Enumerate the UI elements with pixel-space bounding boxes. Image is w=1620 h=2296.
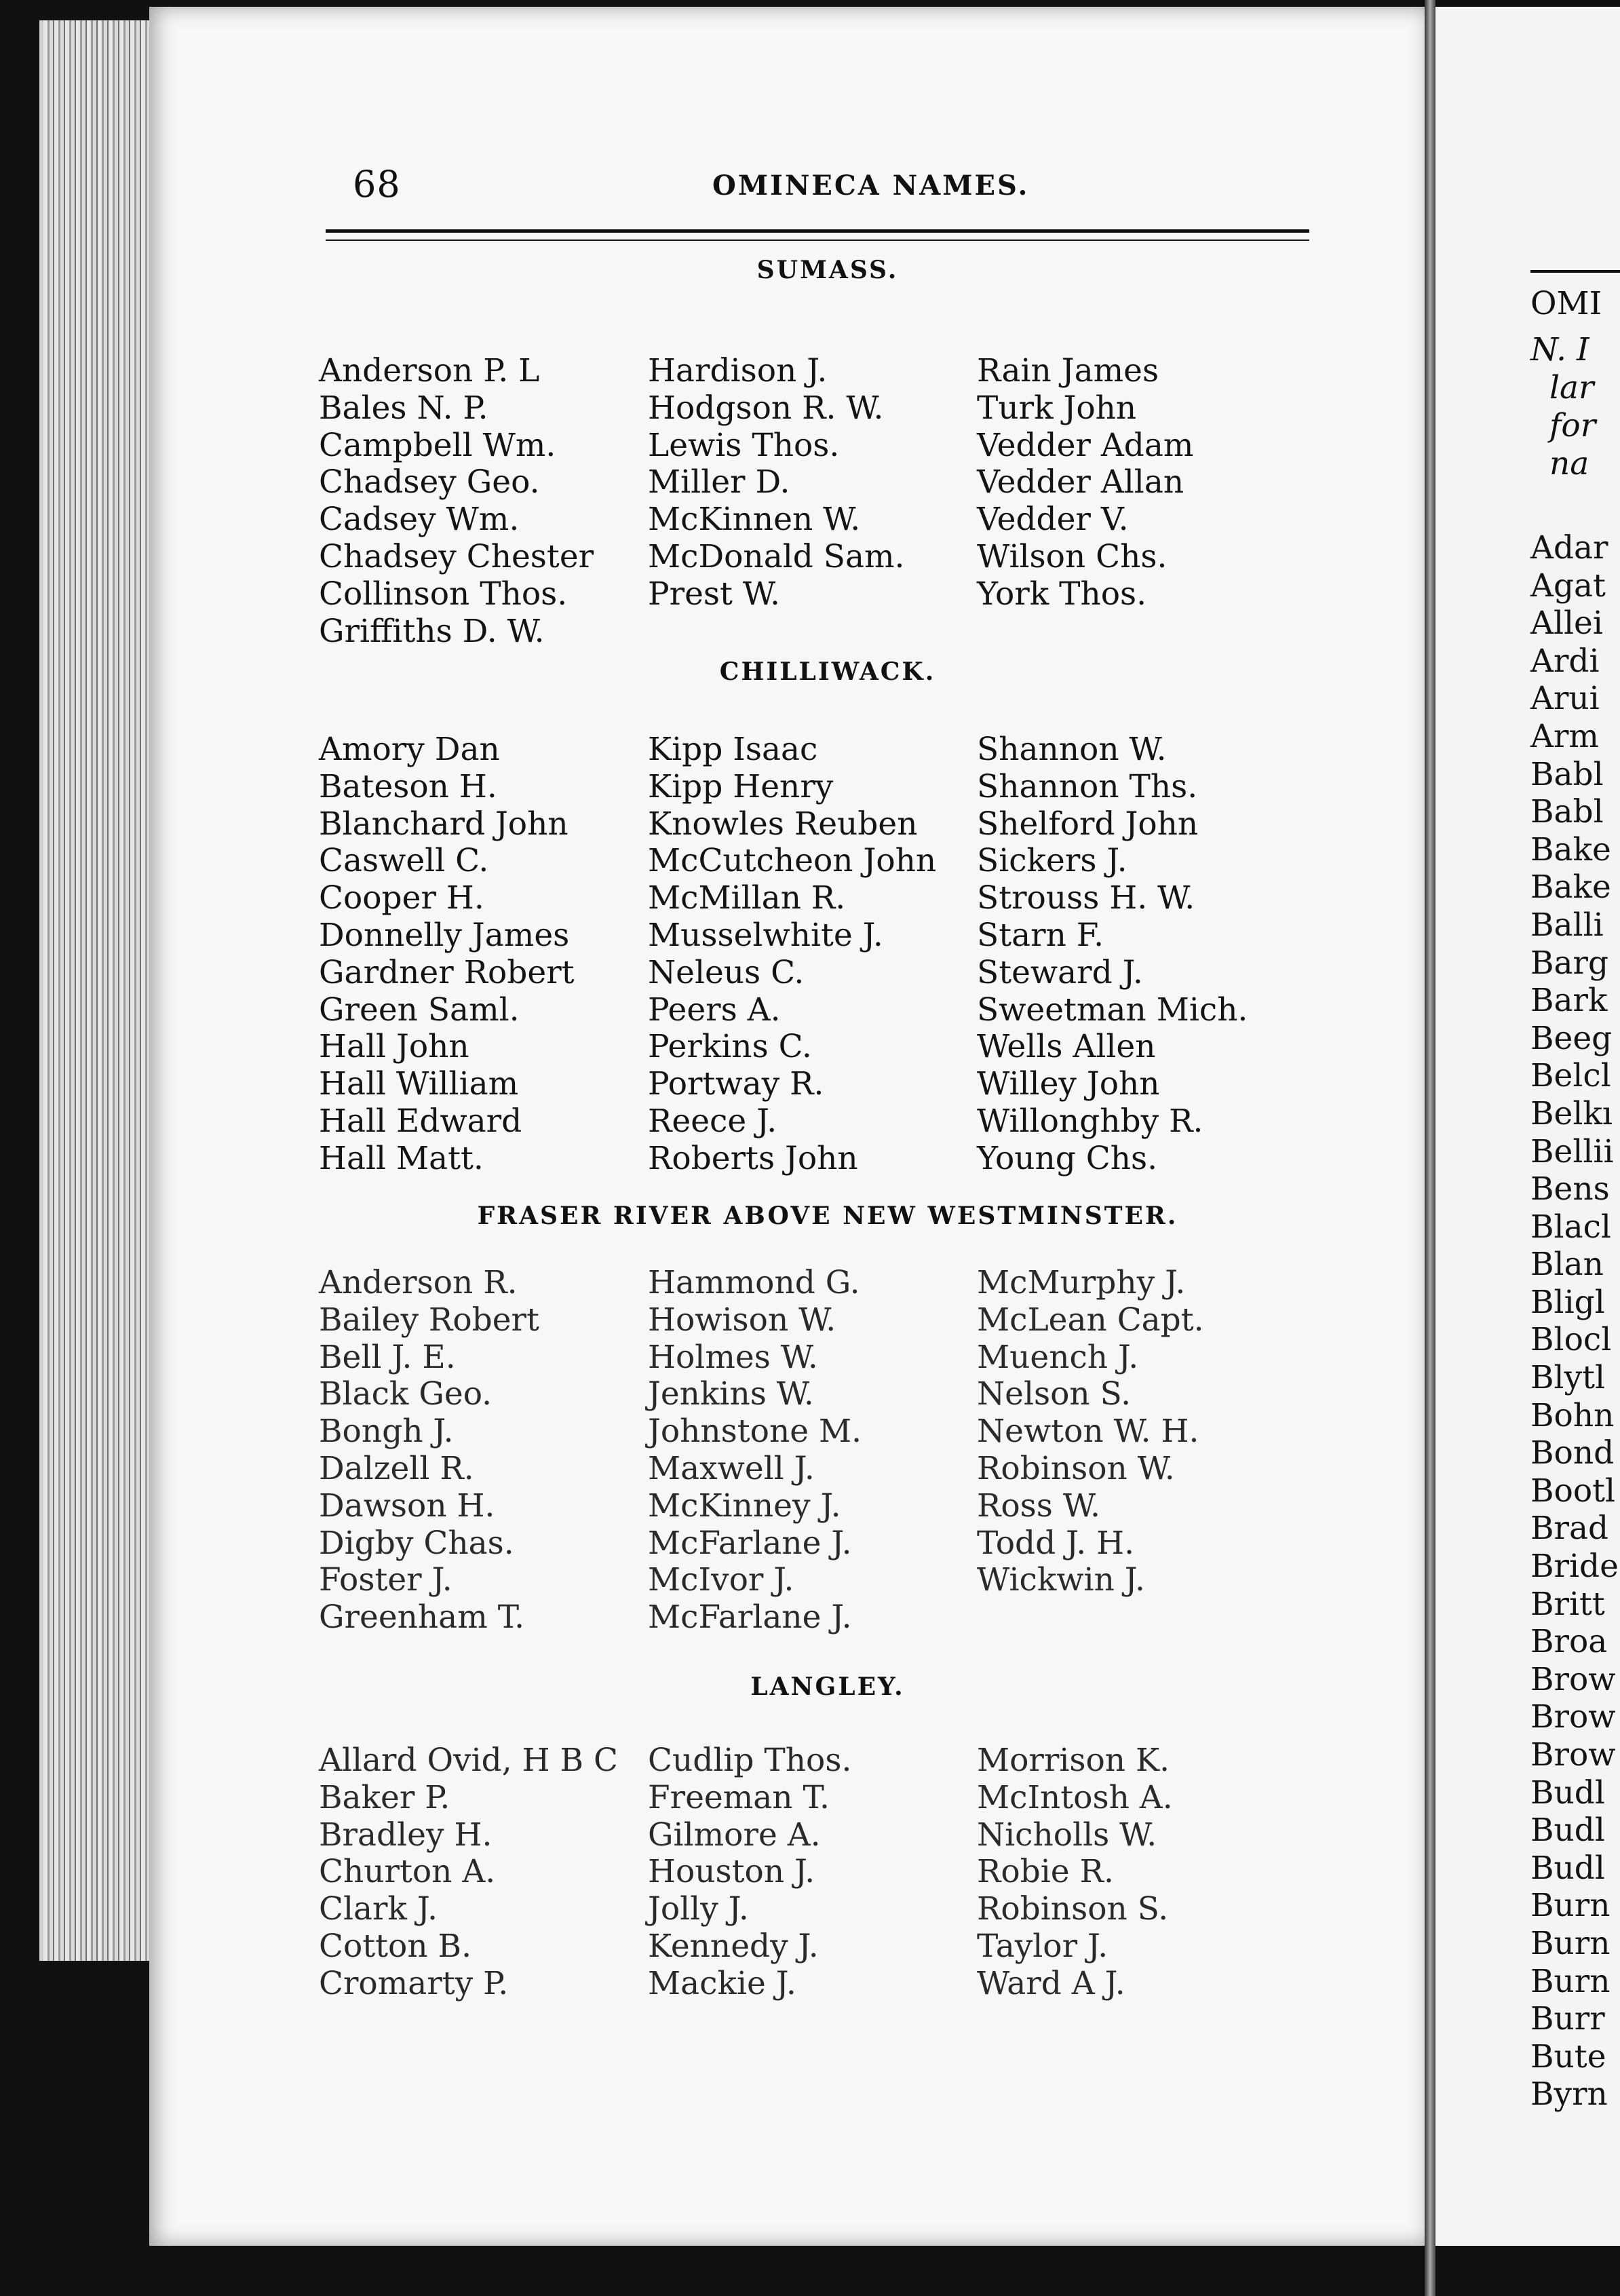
right-page-fragment [1435,7,1620,2246]
name-entry: Cadsey Wm. [319,501,520,539]
right-page-rule [1530,270,1620,273]
section-langley [319,1666,1336,2003]
name-entry: McMurphy J. [977,1264,1186,1301]
name-entry: Knowles Reuben [648,805,918,843]
name-entry: Blanchard John [319,805,568,843]
section-heading: LANGLEY. [750,1672,905,1701]
name-entry: Hall John [319,1028,469,1066]
name-entry: Bradley H. [319,1816,493,1854]
name-entry: Burn [1530,1962,1611,2000]
name-entry: Arm [1530,717,1599,755]
name-entry: Brow [1530,1660,1616,1698]
name-entry: Robinson W. [977,1449,1175,1487]
name-entry: Brow [1530,1736,1616,1774]
name-entry: Babl [1530,793,1604,831]
name-entry: McFarlane J. [648,1599,852,1637]
name-entry: Agat [1530,567,1606,605]
name-entry: Jenkins W. [648,1375,814,1413]
name-entry: Muench J. [977,1338,1139,1376]
name-entry: Hall Edward [319,1102,522,1140]
name-entry: Burn [1530,1924,1611,1962]
name-entry: Balli [1530,906,1604,944]
name-entry: Green Saml. [319,991,520,1029]
name-entry: Willonghby R. [977,1102,1203,1140]
name-entry: Cudlip Thos. [648,1742,852,1779]
name-entry: McDonald Sam. [648,537,905,575]
name-entry: Turk John [977,389,1137,427]
names-column [319,353,648,650]
name-entry: Vedder V. [977,501,1129,539]
names-column [977,353,1316,650]
header-rule [326,229,1309,241]
name-entry: Griffiths D. W. [319,612,545,650]
name-entry: Reece J. [648,1102,777,1140]
name-entry: Kipp Henry [648,767,834,805]
name-entry: McCutcheon John [648,842,937,880]
name-entry: Morrison K. [977,1742,1170,1779]
name-entry: Bell J. E. [319,1338,456,1376]
name-entry: McIntosh A. [977,1778,1173,1816]
name-entry: Hall William [319,1065,519,1103]
name-entry: Clark J. [319,1890,438,1928]
name-entry: Maxwell J. [648,1449,815,1487]
name-entry: Portway R. [648,1065,824,1103]
name-entry: Miller D. [648,463,790,501]
name-entry: Bongh J. [319,1413,454,1451]
name-entry: Prest W. [648,575,780,613]
name-entry: Cotton B. [319,1927,472,1965]
name-entry: Budl [1530,1812,1605,1850]
name-entry: Roberts John [648,1139,858,1177]
name-entry: Hodgson R. W. [648,389,884,427]
right-page-subline: N. I [1530,331,1589,368]
name-entry: Todd J. H. [977,1524,1135,1562]
name-entry: Cromarty P. [319,1964,509,2002]
name-entry: Britt [1530,1585,1605,1623]
name-entry: Freeman T. [648,1778,830,1816]
name-entry: Peers A. [648,991,781,1029]
name-entry: Newton W. H. [977,1413,1199,1451]
name-entry: Gilmore A. [648,1816,821,1854]
name-entry: Arui [1530,680,1600,718]
name-entry: Amory Dan [319,731,500,768]
name-entry: McLean Capt. [977,1301,1204,1339]
name-entry: Bute [1530,2037,1606,2075]
right-page-italic-line: for [1549,407,1596,444]
name-entry: Taylor J. [977,1927,1108,1965]
name-entry: Donnelly James [319,916,570,954]
name-entry: Nelson S. [977,1375,1132,1413]
name-entry: Blytl [1530,1359,1606,1397]
name-entry: Johnstone M. [648,1413,862,1451]
name-entry: Perkins C. [648,1028,812,1066]
name-entry: Greenham T. [319,1599,525,1637]
name-entry: Hardison J. [648,352,828,389]
name-entry: Byrn [1530,2075,1608,2113]
name-entry: Gardner Robert [319,953,575,991]
name-entry: Bateson H. [319,767,497,805]
name-entry: Churton A. [319,1853,496,1891]
name-entry: Bailey Robert [319,1301,539,1339]
name-entry: Neleus C. [648,953,805,991]
names-column [648,1742,977,2003]
name-entry: Bake [1530,830,1611,868]
name-entry: Bond [1530,1434,1615,1472]
name-entry: Vedder Adam [977,426,1194,464]
book-gutter [1425,0,1435,2296]
name-entry: Bride [1530,1548,1619,1586]
name-entry: Strouss H. W. [977,879,1195,917]
name-entry: Wickwin J. [977,1561,1145,1599]
name-entry: Nicholls W. [977,1816,1157,1854]
name-entry: Adar [1530,529,1608,567]
name-entry: Shelford John [977,805,1199,843]
name-entry: Bligl [1530,1283,1605,1321]
right-page-heading: OMI [1530,285,1602,322]
name-entry: Caswell C. [319,842,489,880]
name-entry: Bake [1530,868,1611,906]
names-column [648,353,977,650]
name-entry: Willey John [977,1065,1160,1103]
name-entry: Blacl [1530,1208,1611,1246]
name-entry: Bohn [1530,1396,1615,1434]
name-entry: Lewis Thos. [648,426,840,464]
name-entry: McKinney J. [648,1487,841,1525]
name-entry: Shannon Ths. [977,767,1198,805]
book-page-edges [39,20,166,1961]
page-title: OMINECA NAMES. [712,170,1030,202]
name-entry: Ross W. [977,1487,1100,1525]
right-page-italic-line: na [1549,445,1589,482]
name-entry: Cooper H. [319,879,484,917]
name-entry: Bales N. P. [319,389,488,427]
name-entry: Blan [1530,1246,1604,1284]
name-entry: Burn [1530,1887,1611,1925]
section-sumass [319,250,1336,650]
name-entry: Allei [1530,605,1603,643]
name-entry: Mackie J. [648,1964,796,2002]
name-entry: Vedder Allan [977,463,1184,501]
name-entry: Jolly J. [648,1890,749,1928]
name-entry: Foster J. [319,1561,452,1599]
names-column [648,731,977,1178]
name-entry: Musselwhite J. [648,916,883,954]
name-entry: Steward J. [977,953,1143,991]
name-entry: Bark [1530,982,1608,1020]
names-column [319,1742,648,2003]
running-head [353,163,1323,204]
name-entry: Brow [1530,1698,1616,1736]
name-entry: Allard Ovid, H B C [319,1742,618,1779]
name-entry: Budl [1530,1774,1605,1812]
name-entry: Young Chs. [977,1139,1158,1177]
names-column [977,1742,1316,2003]
name-entry: Burr [1530,2000,1605,2038]
names-column [977,1265,1316,1637]
name-entry: Barg [1530,944,1609,982]
name-entry: Sickers J. [977,842,1127,880]
name-entry: Kennedy J. [648,1927,819,1965]
name-entry: Campbell Wm. [319,426,556,464]
name-entry: Howison W. [648,1301,836,1339]
name-entry: Anderson P. L [319,352,540,389]
name-entry: Dalzell R. [319,1449,474,1487]
name-entry: Rain James [977,352,1159,389]
page-number: 68 [353,163,401,206]
name-entry: McIvor J. [648,1561,794,1599]
name-entry: Belcl [1530,1057,1611,1095]
name-entry: Ardi [1530,642,1600,680]
name-entry: Houston J. [648,1853,815,1891]
name-entry: Holmes W. [648,1338,818,1376]
name-entry: Wilson Chs. [977,537,1168,575]
section-fraser-river [319,1195,1336,1637]
name-entry: Robinson S. [977,1890,1169,1928]
name-entry: Bellii [1530,1132,1614,1170]
name-entry: McFarlane J. [648,1524,852,1562]
name-entry: Bens [1530,1170,1610,1208]
right-page-names [1530,529,1619,2113]
name-entry: Digby Chas. [319,1524,514,1562]
name-entry: McKinnen W. [648,501,861,539]
name-entry: Wells Allen [977,1028,1156,1066]
name-entry: Shannon W. [977,731,1167,768]
name-entry: Chadsey Geo. [319,463,540,501]
names-column [977,731,1316,1178]
name-entry: Hammond G. [648,1264,860,1301]
name-entry: Beeg [1530,1019,1613,1057]
name-entry: Kipp Isaac [648,731,818,768]
section-chilliwack [319,651,1336,1178]
name-entry: Hall Matt. [319,1139,484,1177]
name-entry: Black Geo. [319,1375,493,1413]
name-entry: Brad [1530,1510,1609,1548]
name-entry: Baker P. [319,1778,450,1816]
name-entry: Budl [1530,1849,1605,1887]
names-column [319,731,648,1178]
section-heading: FRASER RIVER ABOVE NEW WESTMINSTER. [477,1202,1178,1230]
name-entry: Blocl [1530,1321,1612,1359]
name-entry: York Thos. [977,575,1147,613]
name-entry: Collinson Thos. [319,575,568,613]
names-column [648,1265,977,1637]
name-entry: Anderson R. [319,1264,518,1301]
right-page-italic-line: lar [1549,369,1594,406]
name-entry: Robie R. [977,1853,1114,1891]
section-heading: CHILLIWACK. [719,657,936,686]
names-column [319,1265,648,1637]
section-heading: SUMASS. [756,256,899,284]
name-entry: Dawson H. [319,1487,495,1525]
name-entry: Bootl [1530,1472,1616,1510]
name-entry: McMillan R. [648,879,846,917]
name-entry: Broa [1530,1623,1608,1661]
name-entry: Babl [1530,755,1604,793]
name-entry: Chadsey Chester [319,537,594,575]
name-entry: Ward A J. [977,1964,1125,2002]
name-entry: Sweetman Mich. [977,991,1248,1029]
name-entry: Starn F. [977,916,1104,954]
name-entry: Belkı [1530,1094,1613,1132]
